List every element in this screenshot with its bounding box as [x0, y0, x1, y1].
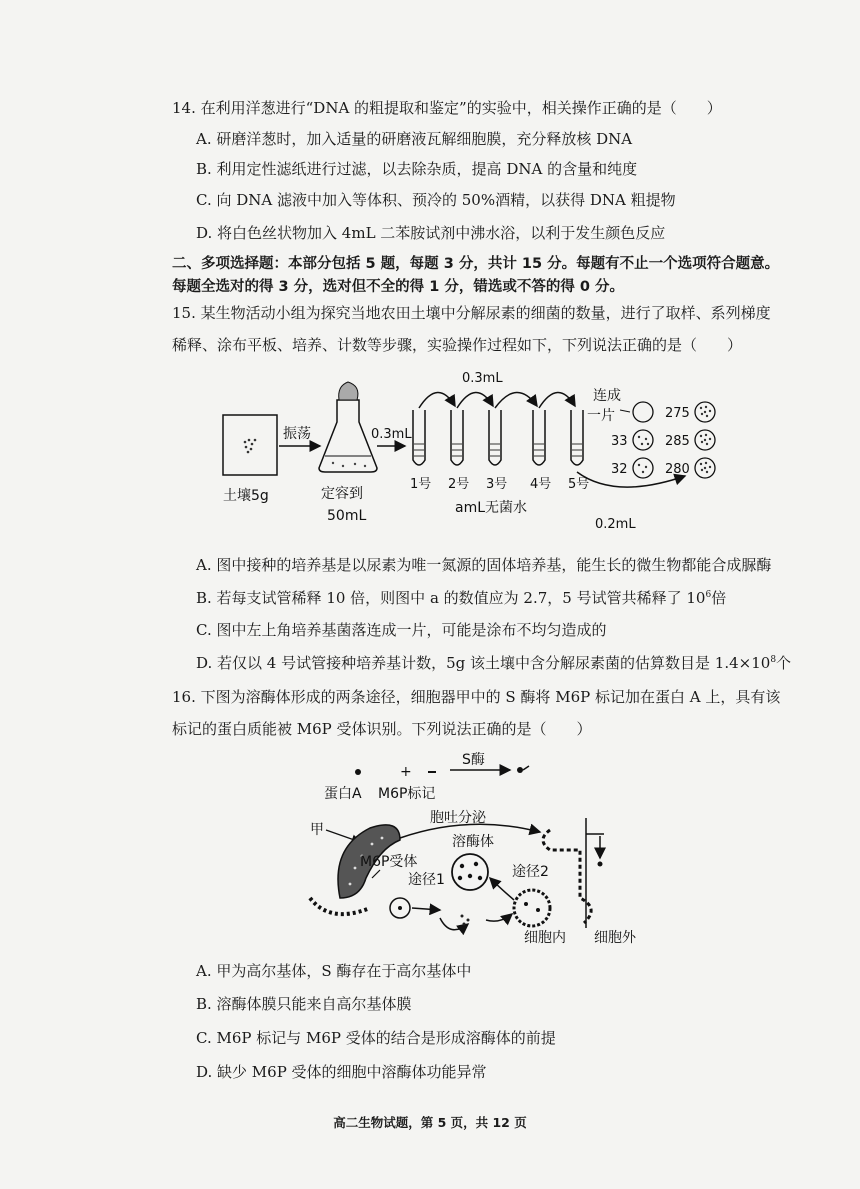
- flask-label-1: 定容到: [321, 486, 363, 502]
- transfer-label-1: 0.3mL: [371, 427, 412, 442]
- path1-label: 途径1: [408, 872, 445, 888]
- tube-label-1: 1号: [410, 477, 432, 492]
- q14-option-d: D. 将白色丝状物加入 4mL 二苯胺试剂中沸水浴，以利于发生颜色反应: [196, 224, 666, 242]
- water-label: amL无菌水: [455, 500, 528, 516]
- page-footer: 高二生物试题，第 5 页，共 12 页: [333, 1115, 527, 1130]
- plus-sign: +: [400, 764, 412, 780]
- q14-stem: 14. 在利用洋葱进行“DNA 的粗提取和鉴定”的实验中，相关操作正确的是（ ）: [172, 99, 722, 117]
- lysosome-label: 溶酶体: [452, 834, 494, 850]
- flask-label-2: 50mL: [327, 508, 367, 524]
- soil-dots: [244, 439, 257, 454]
- exocytosis-label: 胞吐分泌: [430, 810, 486, 826]
- plate-32: [633, 458, 653, 478]
- endosome: [514, 890, 550, 926]
- inside-label: 细胞内: [524, 930, 566, 946]
- q15-option-b: B. 若每支试管稀释 10 倍，则图中 a 的数值应为 2.7，5 号试管共稀释了 $10^6$倍: [196, 589, 727, 607]
- flask-sediment: [332, 462, 366, 467]
- q15-option-d: D. 若仅以 4 号试管接种培养基计数，5g 该土壤中含分解尿素菌的估算数目是 $1.4\times 10^8$个: [196, 654, 792, 672]
- section2-line1: 二、多项选择题：本部分包括 5 题，每题 3 分，共计 15 分。每题有不止一个选项符合题意。: [172, 256, 780, 272]
- q16-stem-1: 16. 下图为溶酶体形成的两条途径，细胞器甲中的 S 酶将 M6P 标记加在蛋白 A 上，具有该: [172, 688, 781, 706]
- path2-label: 途径2: [512, 864, 549, 880]
- tube-label-3: 3号: [486, 477, 508, 492]
- plate-33: [633, 430, 653, 450]
- receptor-label: M6P受体: [360, 854, 418, 870]
- protein-a-label: 蛋白A: [324, 786, 362, 802]
- enzyme-label: S酶: [462, 752, 485, 768]
- q15-stem-2: 稀释、涂布平板、培养、计数等步骤，实验操作过程如下，下列说法正确的是（ ）: [172, 336, 743, 354]
- q14-option-c: C. 向 DNA 滤液中加入等体积、预冷的 50%酒精，以获得 DNA 粗提物: [196, 191, 676, 209]
- q16-option-a: A. 甲为高尔基体，S 酶存在于高尔基体中: [196, 962, 472, 980]
- count-275: 275: [665, 406, 690, 421]
- count-33: 33: [611, 434, 628, 449]
- er-membrane: [310, 898, 370, 914]
- flask: [319, 400, 377, 472]
- soil-box: [223, 415, 277, 475]
- q15-figure: [215, 360, 735, 540]
- q16-option-d: D. 缺少 M6P 受体的细胞中溶酶体功能异常: [196, 1063, 487, 1081]
- m6p-marker-label: M6P标记: [378, 786, 436, 802]
- tube-label-4: 4号: [530, 477, 552, 492]
- merged-label-1: 连成: [593, 388, 621, 404]
- q15-option-a: A. 图中接种的培养基是以尿素为唯一氮源的固体培养基，能生长的微生物都能合成脲酶: [196, 556, 772, 574]
- flask-stopper: [339, 382, 358, 400]
- tube-label-2: 2号: [448, 477, 470, 492]
- plating-label: 0.2mL: [595, 517, 636, 532]
- plate-merged: [633, 402, 653, 422]
- count-32: 32: [611, 462, 628, 477]
- q14-option-a: A. 研磨洋葱时，加入适量的研磨液瓦解细胞膜，充分释放核 DNA: [196, 130, 633, 148]
- dilution-arcs: [419, 392, 575, 408]
- merged-label-2: 一片: [587, 408, 615, 424]
- jia-label: 甲: [310, 822, 324, 838]
- q16-stem-2: 标记的蛋白质能被 M6P 受体识别。下列说法正确的是（ ）: [172, 720, 592, 738]
- tube-liquid: [414, 444, 582, 456]
- q15-option-c: C. 图中左上角培养基菌落连成一片，可能是涂布不均匀造成的: [196, 621, 607, 639]
- q15-stem-1: 15. 某生物活动小组为探究当地农田土壤中分解尿素的细菌的数量，进行了取样、系列梯度: [172, 304, 771, 322]
- q16-option-b: B. 溶酶体膜只能来自高尔基体膜: [196, 995, 412, 1013]
- q14-option-b: B. 利用定性滤纸进行过滤，以去除杂质，提高 DNA 的含量和纯度: [196, 160, 638, 178]
- count-280: 280: [665, 462, 690, 477]
- tubes: [413, 410, 583, 465]
- marked-protein-glyph: [517, 767, 523, 773]
- shake-label: 振荡: [283, 426, 311, 442]
- q16-figure: [300, 748, 670, 948]
- q16-option-c: C. M6P 标记与 M6P 受体的结合是形成溶酶体的前提: [196, 1029, 556, 1047]
- section2-line2: 每题全选对的得 3 分，选对但不全的得 1 分，错选或不答的得 0 分。: [172, 279, 625, 295]
- tube-label-5: 5号: [568, 477, 590, 492]
- soil-label: 土壤5g: [223, 488, 269, 504]
- lysosome: [452, 854, 488, 890]
- count-285: 285: [665, 434, 690, 449]
- outside-label: 细胞外: [594, 930, 636, 946]
- protein-a-glyph: [355, 769, 361, 775]
- transfer-label-top: 0.3mL: [462, 371, 503, 386]
